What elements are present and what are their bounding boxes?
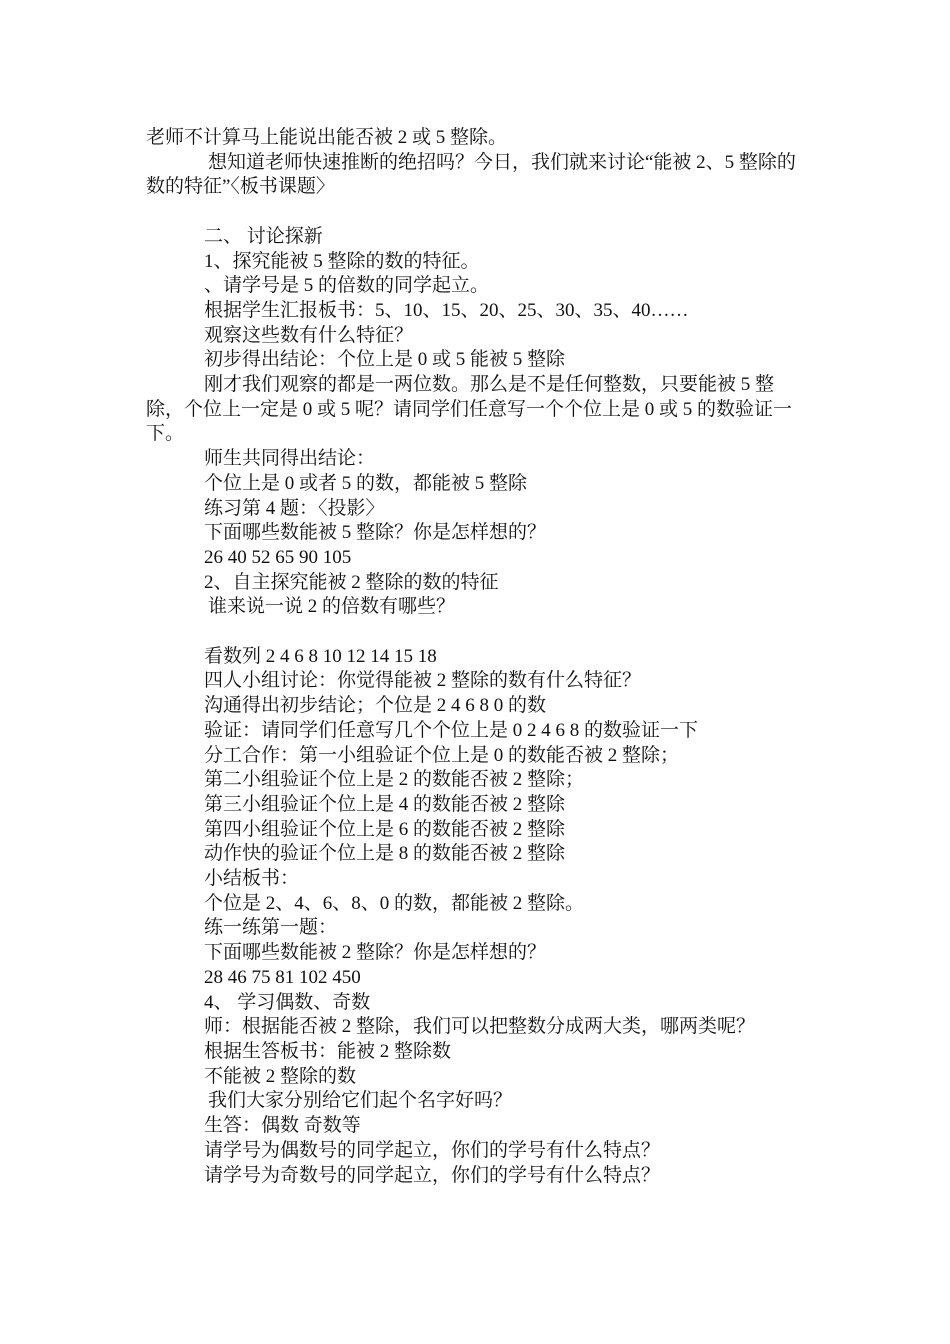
paragraph: 动作快的验证个位上是 8 的数能否被 2 整除: [204, 843, 566, 865]
number-list: 看数列 2 4 6 8 10 12 14 15 18: [204, 645, 437, 667]
paragraph: 下面哪些数能被 2 整除？你是怎样想的？: [204, 942, 547, 964]
number-list: 26 40 52 65 90 105: [204, 546, 352, 568]
paragraph: 验证：请同学们任意写几个个位上是 0 2 4 6 8 的数验证一下: [204, 719, 699, 741]
paragraph: 第四小组验证个位上是 6 的数能否被 2 整除: [204, 818, 566, 840]
paragraph: 下面哪些数能被 5 整除？你是怎样想的？: [204, 522, 547, 544]
subsection-heading-2: 2、自主探究能被 2 整除的数的特征: [204, 571, 499, 593]
subsection-heading-even-odd: 4、 学习偶数、奇数: [204, 991, 371, 1013]
paragraph-lesson-topic: 想知道老师快速推断的绝招吗？今日，我们就来讨论“能被 2、5 整除的数的特征”〈板书课题〉: [146, 151, 796, 198]
paragraph: 不能被 2 整除的数: [204, 1065, 357, 1087]
paragraph: 请学号为奇数号的同学起立，你们的学号有什么特点？: [204, 1164, 661, 1186]
paragraph-verify-5: 刚才我们观察的都是一两位数。那么是不是任何整数，只要能被 5 整除，个位上一定是 0 或 5 呢？请同学们任意写一个个位上是 0 或 5 的数验证一下。: [146, 374, 793, 445]
paragraph: 第三小组验证个位上是 4 的数能否被 2 整除: [204, 793, 566, 815]
paragraph: 、请学号是 5 的倍数的同学起立。: [204, 275, 490, 297]
paragraph: 沟通得出初步结论；个位是 2 4 6 8 0 的数: [204, 695, 547, 717]
paragraph: 根据学生汇报板书：5、10、15、20、25、30、35、40……: [204, 299, 689, 321]
paragraph: 练习第 4 题：〈投影〉: [204, 497, 385, 519]
paragraph: 练一练第一题：: [204, 917, 338, 939]
paragraph: 初步得出结论：个位上是 0 或 5 能被 5 整除: [204, 349, 566, 371]
paragraph: 个位上是 0 或者 5 的数，都能被 5 整除: [204, 472, 528, 494]
paragraph: 四人小组讨论：你觉得能被 2 整除的数有什么特征？: [204, 670, 642, 692]
paragraph: 小结板书：: [204, 868, 300, 890]
lesson-plan-text: [146, 126, 806, 1188]
paragraph: 师生共同得出结论：: [204, 448, 376, 470]
paragraph: 谁来说一说 2 的倍数有哪些？: [208, 596, 456, 618]
paragraph: 第二小组验证个位上是 2 的数能否被 2 整除；: [204, 769, 585, 791]
paragraph: 根据生答板书：能被 2 整除数: [204, 1040, 452, 1062]
paragraph-intro-end: 老师不计算马上能说出能否被 2 或 5 整除。: [146, 127, 508, 148]
paragraph: 分工合作：第一小组验证个位上是 0 的数能否被 2 整除；: [204, 744, 680, 766]
number-list: 28 46 75 81 102 450: [204, 966, 361, 988]
paragraph: 个位是 2、4、6、8、0 的数，都能被 2 整除。: [204, 892, 585, 914]
paragraph: 请学号为偶数号的同学起立，你们的学号有什么特点？: [204, 1139, 661, 1161]
blank-line: [146, 200, 806, 225]
paragraph: 观察这些数有什么特征？: [204, 324, 414, 346]
subsection-heading-5: 1、探究能被 5 整除的数的特征。: [204, 250, 480, 272]
paragraph: 我们大家分别给它们起个名字好吗？: [208, 1090, 513, 1112]
paragraph-two-categories: 师：根据能否被 2 整除，我们可以把整数分成两大类，哪两类呢？: [204, 1016, 756, 1038]
blank-line: [146, 620, 806, 645]
section-heading-explore: 二、 讨论探新: [204, 225, 323, 247]
paragraph: 生答：偶数 奇数等: [204, 1115, 361, 1137]
